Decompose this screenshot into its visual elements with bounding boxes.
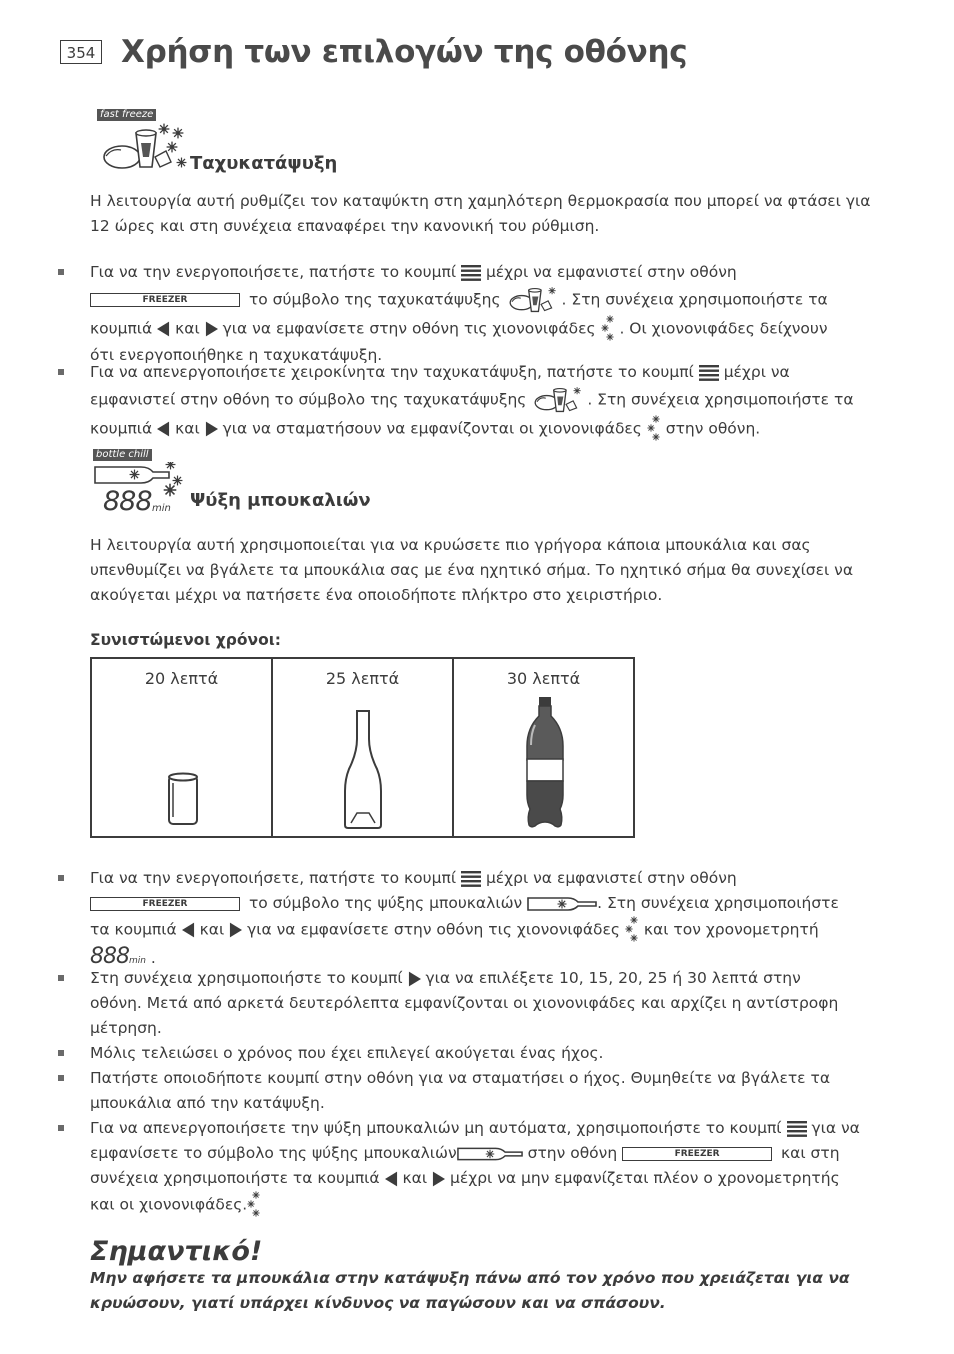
table-cell-soda-bottle	[453, 658, 634, 837]
bullet-marker	[58, 1075, 64, 1081]
recommended-times-heading: Συνιστώμενοι χρόνοι:	[90, 631, 281, 649]
bottle-chill-bullet-4: Πατήστε οποιοδήποτε κουμπί στην οθόνη για να σταματήσει ο ήχος. Θυμηθείτε να βγάλετε τα μπουκάλια από την κατάψυξη.	[90, 1069, 831, 1112]
timer-unit: min	[129, 956, 146, 966]
freezer-display-label: FREEZER	[90, 897, 240, 911]
table-cell-wine-bottle	[272, 658, 453, 837]
right-arrow-icon	[229, 922, 242, 938]
bottle-chill-bullet-1: Για να την ενεργοποιήσετε, πατήστε το κουμπί μέχρι να εμφανιστεί στην οθόνη FREEZER το σύμβολο της ψύξης μπουκαλιών . Στη συνέχεια χρησιμοποιήστε τα κουμπιά και για να εμφανίσετε στην οθόνη τις χιονονιφάδες και τον χρονομετρητή 888min .	[90, 869, 839, 969]
left-arrow-icon	[157, 421, 170, 437]
important-title: Σημαντικό!	[90, 1236, 263, 1267]
timer-display-icon: 888	[90, 944, 129, 969]
bullet-marker	[58, 1050, 64, 1056]
snowflakes-icon	[247, 1191, 261, 1219]
important-text: Μην αφήσετε τα μπουκάλια στην κατάψυξη πάνω από τον χρόνο που χρειάζεται για να κρυώσουν, γιατί υπάρχει κίνδυνος να παγώσουν και να σπάσουν.	[90, 1269, 850, 1312]
bottle-chill-icon	[93, 447, 185, 519]
bottle-symbol-icon	[527, 894, 597, 914]
left-arrow-icon	[157, 321, 170, 337]
bottle-chill-title: Ψύξη μπουκαλιών	[190, 490, 371, 511]
bottle-chill-description: Η λειτουργία αυτή χρησιμοποιείται για να κρυώσετε πιο γρήγορα κάποια μπουκάλια και σας υπενθυμίζει να βγάλετε τα μπουκάλια σας με ένα ηχητικό σήμα. Το ηχητικό σήμα θα συνεχίσει να ακούγεται μέχρι να πατήσετε ένα οποιοδήποτε πλήκτρο στο χειριστήριο.	[90, 536, 854, 604]
page-number: 354	[60, 40, 102, 64]
bottle-chill-bullet-2: Στη συνέχεια χρησιμοποιήστε το κουμπί για να επιλέξετε 10, 15, 20, 25 ή 30 λεπτά στην οθόνη. Μετά από αρκετά δευτερόλεπτα εμφανίζονται οι χιονονιφάδες και αρχίζει η αντίστροφη μέτρηση.	[90, 969, 839, 1037]
fast-freeze-symbol-icon	[531, 385, 587, 415]
bottle-chill-caption: bottle chill	[93, 449, 152, 461]
right-arrow-icon	[205, 421, 218, 437]
fast-freeze-symbol-icon	[506, 285, 562, 315]
snowflakes-icon	[601, 315, 615, 343]
soda-bottle-icon	[523, 695, 567, 829]
bottle-chill-bullet-3: Μόλις τελειώσει ο χρόνος που έχει επιλεγεί ακούγεται ένας ήχος.	[90, 1044, 604, 1062]
left-arrow-icon	[385, 1171, 398, 1187]
fast-freeze-icon	[97, 108, 189, 176]
time-label-30: 30 λεπτά	[506, 669, 581, 688]
page-title: Χρήση των επιλογών της οθόνης	[121, 34, 688, 70]
bottle-symbol-icon	[457, 1144, 523, 1164]
freezer-display-label: FREEZER	[622, 1147, 772, 1161]
menu-button-icon	[699, 365, 719, 381]
bottle-chill-bullet-5: Για να απενεργοποιήσετε την ψύξη μπουκαλιών μη αυτόματα, χρησιμοποιήστε το κουμπί για να εμφανίσετε το σύμβολο της ψύξης μπουκαλιών στην οθόνη FREEZER και στη συνέχεια χρησιμοποιήστε τα κουμπιά και μέχρι να μην εμφανίζεται πλέον ο χρονομετρητής και οι χιονονιφάδες.	[90, 1116, 898, 1219]
time-label-25: 25 λεπτά	[325, 669, 400, 688]
bullet-marker	[58, 875, 64, 881]
fast-freeze-bullet-1: Για να την ενεργοποιήσετε, πατήστε το κουμπί μέχρι να εμφανιστεί στην οθόνη FREEZER το σύμβολο της ταχυκατάψυξης . Στη συνέχεια χρησιμοποιήστε τα κουμπιά και για να εμφανίσετε στην οθόνη τις χιονονιφάδες . Οι χιονονιφάδες δείχνουν ότι ενεργοποιήθηκε η ταχυκατάψυξη.	[90, 263, 828, 364]
menu-button-icon	[461, 265, 481, 281]
time-label-20: 20 λεπτά	[144, 669, 219, 688]
fast-freeze-description: Η λειτουργία αυτή ρυθμίζει τον καταψύκτη στη χαμηλότερη θερμοκρασία που μπορεί να φτάσει για 12 ώρες και στη συνέχεια επαναφέρει την κανονική του ρύθμιση.	[90, 192, 871, 235]
menu-button-icon	[787, 1121, 807, 1137]
snowflakes-icon	[625, 916, 639, 944]
fast-freeze-caption: fast freeze	[97, 109, 156, 121]
fast-freeze-title: Ταχυκατάψυξη	[190, 153, 338, 174]
fast-freeze-bullet-2: Για να απενεργοποιήσετε χειροκίνητα την ταχυκατάψυξη, πατήστε το κουμπί μέχρι να εμφανιστεί στην οθόνη το σύμβολο της ταχυκατάψυξης . Στη συνέχεια χρησιμοποιήστε τα κουμπιά και για να σταματήσουν να εμφανίζονται οι χιονονιφάδες στην οθόνη.	[90, 360, 898, 443]
bottle-chill-icon-digits: 888	[103, 486, 152, 517]
right-arrow-icon	[432, 1171, 445, 1187]
menu-button-icon	[461, 871, 481, 887]
right-arrow-icon	[205, 321, 218, 337]
freezer-display-label: FREEZER	[90, 293, 240, 307]
left-arrow-icon	[182, 922, 195, 938]
right-arrow-icon	[408, 971, 421, 987]
bullet-marker	[58, 975, 64, 981]
recommended-times-table	[90, 657, 635, 838]
snowflakes-icon	[647, 415, 661, 443]
table-cell-can	[91, 658, 272, 837]
can-icon	[166, 771, 200, 829]
wine-bottle-icon	[343, 709, 383, 829]
bullet-marker	[58, 269, 64, 275]
bullet-marker	[58, 369, 64, 375]
bottle-chill-icon-unit: min	[152, 503, 171, 514]
bullet-marker	[58, 1125, 64, 1131]
